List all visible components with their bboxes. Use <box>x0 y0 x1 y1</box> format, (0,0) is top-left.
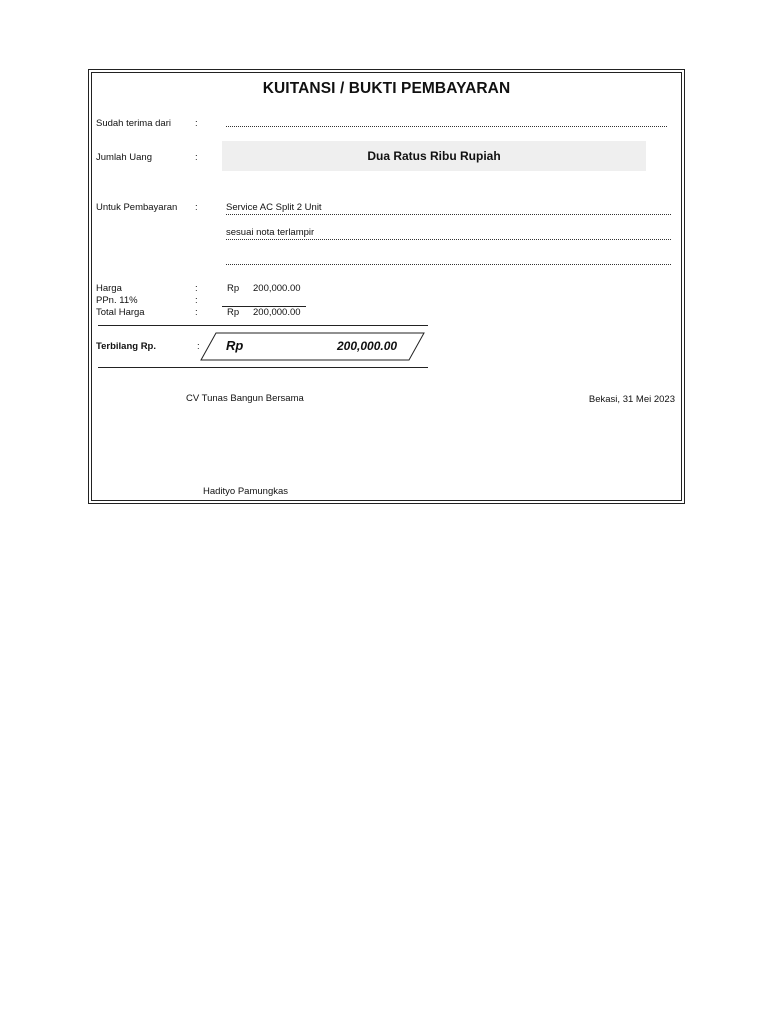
price-label: Harga <box>96 283 122 294</box>
amount-in-words: Dua Ratus Ribu Rupiah <box>367 149 501 163</box>
tax-label: PPn. 11% <box>96 295 138 306</box>
receipt-title: KUITANSI / BUKTI PEMBAYARAN <box>262 80 511 97</box>
total-label: Total Harga <box>96 307 145 318</box>
receipt <box>88 69 685 504</box>
total-colon: : <box>195 307 198 318</box>
price-currency: Rp <box>227 283 240 294</box>
spelled-top-rule <box>98 325 428 326</box>
purpose-dotted-line-1 <box>226 214 671 215</box>
company-name: CV Tunas Bangun Bersama <box>186 393 304 404</box>
purpose-line-2: sesuai nota terlampir <box>226 227 315 238</box>
spelled-colon: : <box>197 341 200 352</box>
amount-label: Jumlah Uang <box>96 152 152 163</box>
signer-name: Hadityo Pamungkas <box>203 486 289 497</box>
total-value: 200,000.00 <box>253 307 301 318</box>
purpose-line-1: Service AC Split 2 Unit <box>226 202 322 213</box>
place-date: Bekasi, 31 Mei 2023 <box>588 394 675 405</box>
purpose-dotted-line-2 <box>226 239 671 240</box>
received-from-label: Sudah terima dari <box>96 118 171 129</box>
received-from-dotted-line <box>226 126 667 127</box>
amount-colon: : <box>195 152 198 163</box>
spelled-bottom-rule <box>98 367 428 368</box>
price-value: 200,000.00 <box>253 283 301 294</box>
tax-colon: : <box>195 295 198 306</box>
received-from-colon: : <box>195 118 198 129</box>
spelled-value: 200,000.00 <box>337 339 398 353</box>
spelled-label: Terbilang Rp. <box>96 341 156 352</box>
total-currency: Rp <box>227 307 240 318</box>
amount-box <box>222 141 646 171</box>
purpose-label: Untuk Pembayaran <box>96 202 178 213</box>
price-colon: : <box>195 283 198 294</box>
purpose-dotted-line-3 <box>226 264 671 265</box>
spelled-currency: Rp <box>226 338 244 353</box>
receipt-inner-border <box>91 72 682 501</box>
purpose-colon: : <box>195 202 198 213</box>
